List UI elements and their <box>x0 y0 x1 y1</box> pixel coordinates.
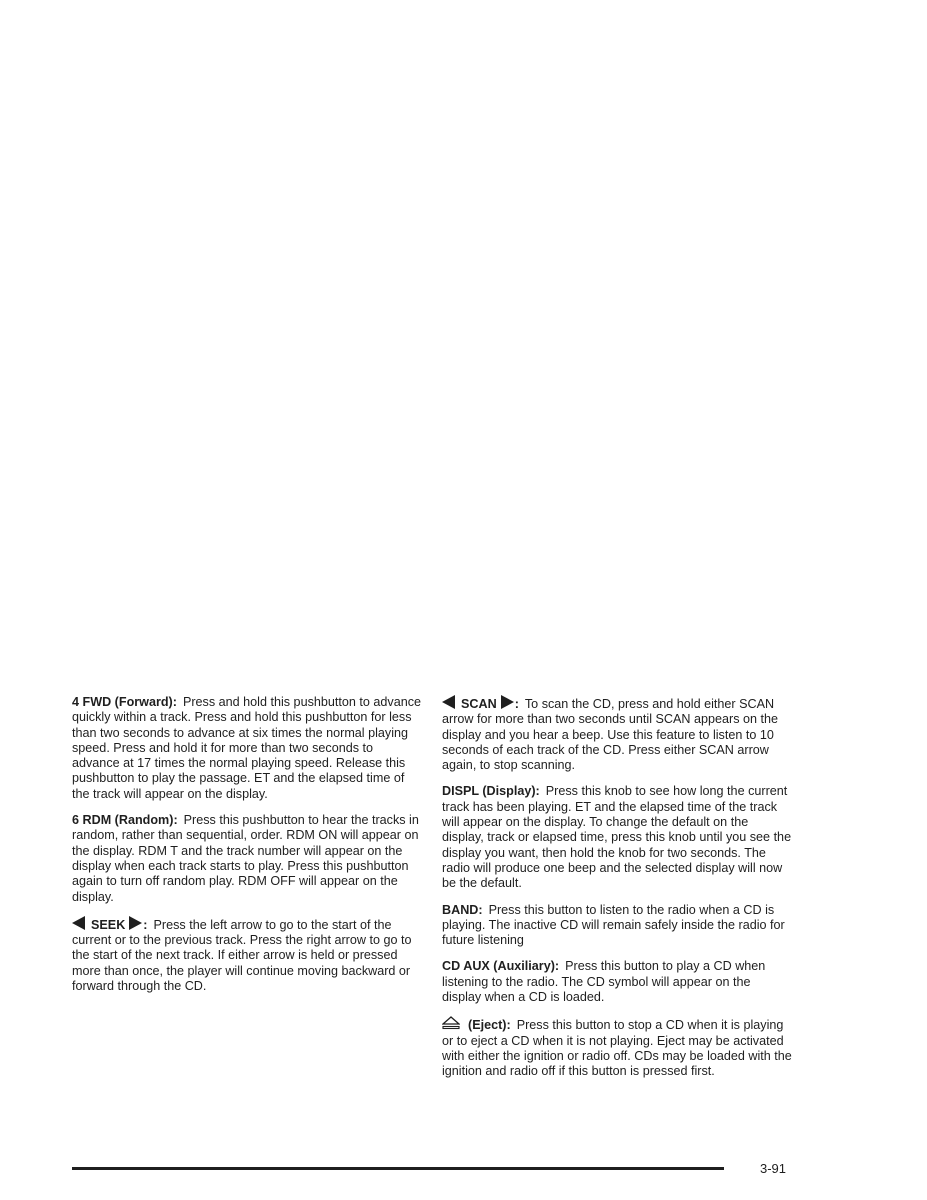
left-arrow-icon <box>72 916 85 930</box>
eject-icon <box>442 1016 460 1030</box>
page-number: 3-91 <box>760 1161 787 1176</box>
fwd-paragraph <box>72 695 422 802</box>
fwd-term: 4 FWD (Forward): <box>72 695 177 709</box>
fwd-text: Press and hold this pushbutton to advance quickly within a track. Press and hold this pushbutton for less than two seconds to advance at six times the normal playing speed. Press and hold it for more than two seconds to advance at 17 times the normal playing speed. Release this pushbutton to play the passage. ET and the elapsed time of the track will appear on the display. <box>72 695 421 801</box>
cd-aux-text: Press this button to play a CD when listening to the radio. The CD symbol will appear on the display when a CD is loaded. <box>442 959 766 1005</box>
eject-term: (Eject): <box>468 1018 511 1033</box>
left-column <box>72 695 422 1005</box>
rdm-term: 6 RDM (Random): <box>72 813 178 828</box>
seek-term: SEEK <box>91 917 126 932</box>
eject-text: Press this button to stop a CD when it is playing or to eject a CD when it is not playing. Eject may be activated with either the ignition or radio off. CDs may be loaded with the ignition and radio off if this button is pressed first. <box>442 1018 792 1079</box>
right-arrow-icon <box>501 695 514 709</box>
cd-aux-paragraph <box>442 959 792 1005</box>
displ-term: DISPL (Display): <box>442 784 540 799</box>
footer-rule <box>72 1167 724 1170</box>
seek-text: Press the left arrow to go to the start of the current or to the previous track. Press the right arrow to go to the start of the next track. If either arrow is held or pressed more than once, the player will continue moving backward or forward through the CD. <box>72 917 412 994</box>
right-arrow-icon <box>129 916 142 930</box>
displ-paragraph <box>442 784 792 891</box>
scan-text: To scan the CD, press and hold either SCAN arrow for more than two seconds until SCAN appears on the display and you hear a beep. Use this feature to listen to 10 seconds of each track of the CD. Press either SCAN arrow again, to stop scanning. <box>442 697 779 773</box>
scan-term: SCAN <box>461 697 497 711</box>
right-column <box>442 695 792 1091</box>
seek-paragraph <box>72 916 422 994</box>
displ-text: Press this knob to see how long the current track has been playing. ET and the elapsed time of the track will appear on the display. To change the default on the display, track or elapsed time, press this knob until you see the display you want, then hold the knob for two seconds. The radio will produce one beep and the selected display will now be the default. <box>442 784 792 891</box>
rdm-text: Press this pushbutton to hear the tracks in random, rather than sequential, order. RDM ON will appear on the display. RDM T and the track number will appear on the display when each track starts to play. Press this pushbutton again to turn off random play. RDM OFF will appear on the display. <box>72 813 419 904</box>
band-paragraph <box>442 903 792 949</box>
scan-colon: : <box>514 697 519 711</box>
band-text: Press this button to listen to the radio when a CD is playing. The inactive CD will remain safely inside the radio for future listening <box>442 902 785 948</box>
cd-aux-term: CD AUX (Auxiliary): <box>442 959 560 974</box>
rdm-paragraph <box>72 813 422 905</box>
eject-paragraph <box>442 1016 792 1079</box>
scan-paragraph <box>442 695 792 773</box>
seek-colon: : <box>143 917 148 932</box>
band-term: BAND: <box>442 902 483 917</box>
left-arrow-icon <box>442 695 455 709</box>
